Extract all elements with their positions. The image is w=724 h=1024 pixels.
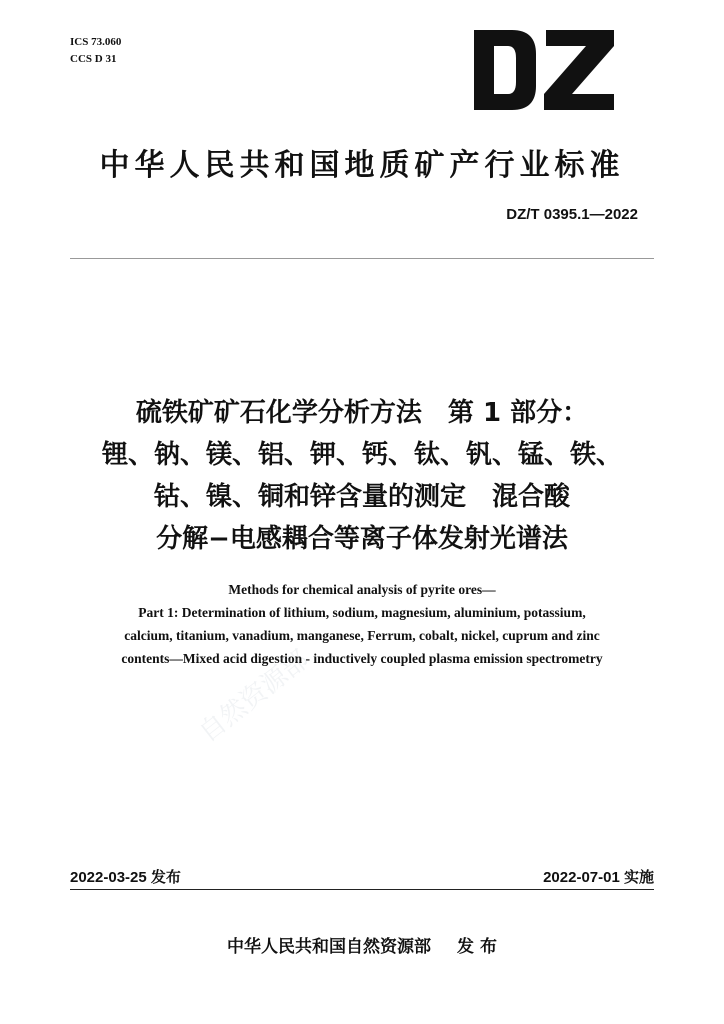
standard-number: DZ/T 0395.1—2022 (506, 206, 638, 223)
implementation-date: 2022-07-01 实施 (543, 869, 654, 886)
standard-type-title: 中华人民共和国地质矿产行业标准 (99, 148, 625, 183)
ccs-code: CCS D 31 (70, 53, 117, 65)
english-title-line: Part 1: Determination of lithium, sodium, magnesium, aluminium, potassium, (138, 605, 586, 620)
watermark: 自然资源部 (193, 644, 315, 749)
issuer-name: 中华人民共和国自然资源部 (227, 937, 432, 957)
english-title-line: Methods for chemical analysis of pyrite ores— (228, 582, 496, 597)
english-title-line: calcium, titanium, vanadium, manganese, Ferrum, cobalt, nickel, cuprum and zinc (124, 628, 600, 643)
dz-logo-letter-d (474, 30, 536, 110)
header-divider (70, 258, 654, 259)
ics-code: ICS 73.060 (70, 36, 122, 48)
chinese-title (60, 392, 664, 560)
issue-date: 2022-03-25 发布 (70, 869, 181, 886)
chinese-title-line: 钴、镍、铜和锌含量的测定 混合酸 (153, 482, 570, 512)
footer-divider (70, 889, 654, 890)
chinese-title-line: 硫铁矿矿石化学分析方法 第 1 部分： (135, 398, 589, 428)
chinese-title-line: 分解−电感耦合等离子体发射光谱法 (156, 524, 568, 554)
chinese-title-line: 锂、钠、镁、铝、钾、钙、钛、钒、锰、铁、 (101, 440, 622, 470)
english-title (40, 578, 684, 670)
issuing-authority (0, 932, 724, 957)
dz-logo (474, 30, 614, 110)
english-title-line: contents—Mixed acid digestion - inductively coupled plasma emission spectrometry (121, 651, 603, 666)
classification-codes (70, 34, 121, 68)
issuer-action: 发 布 (457, 937, 497, 957)
dz-logo-letter-z (544, 30, 614, 110)
